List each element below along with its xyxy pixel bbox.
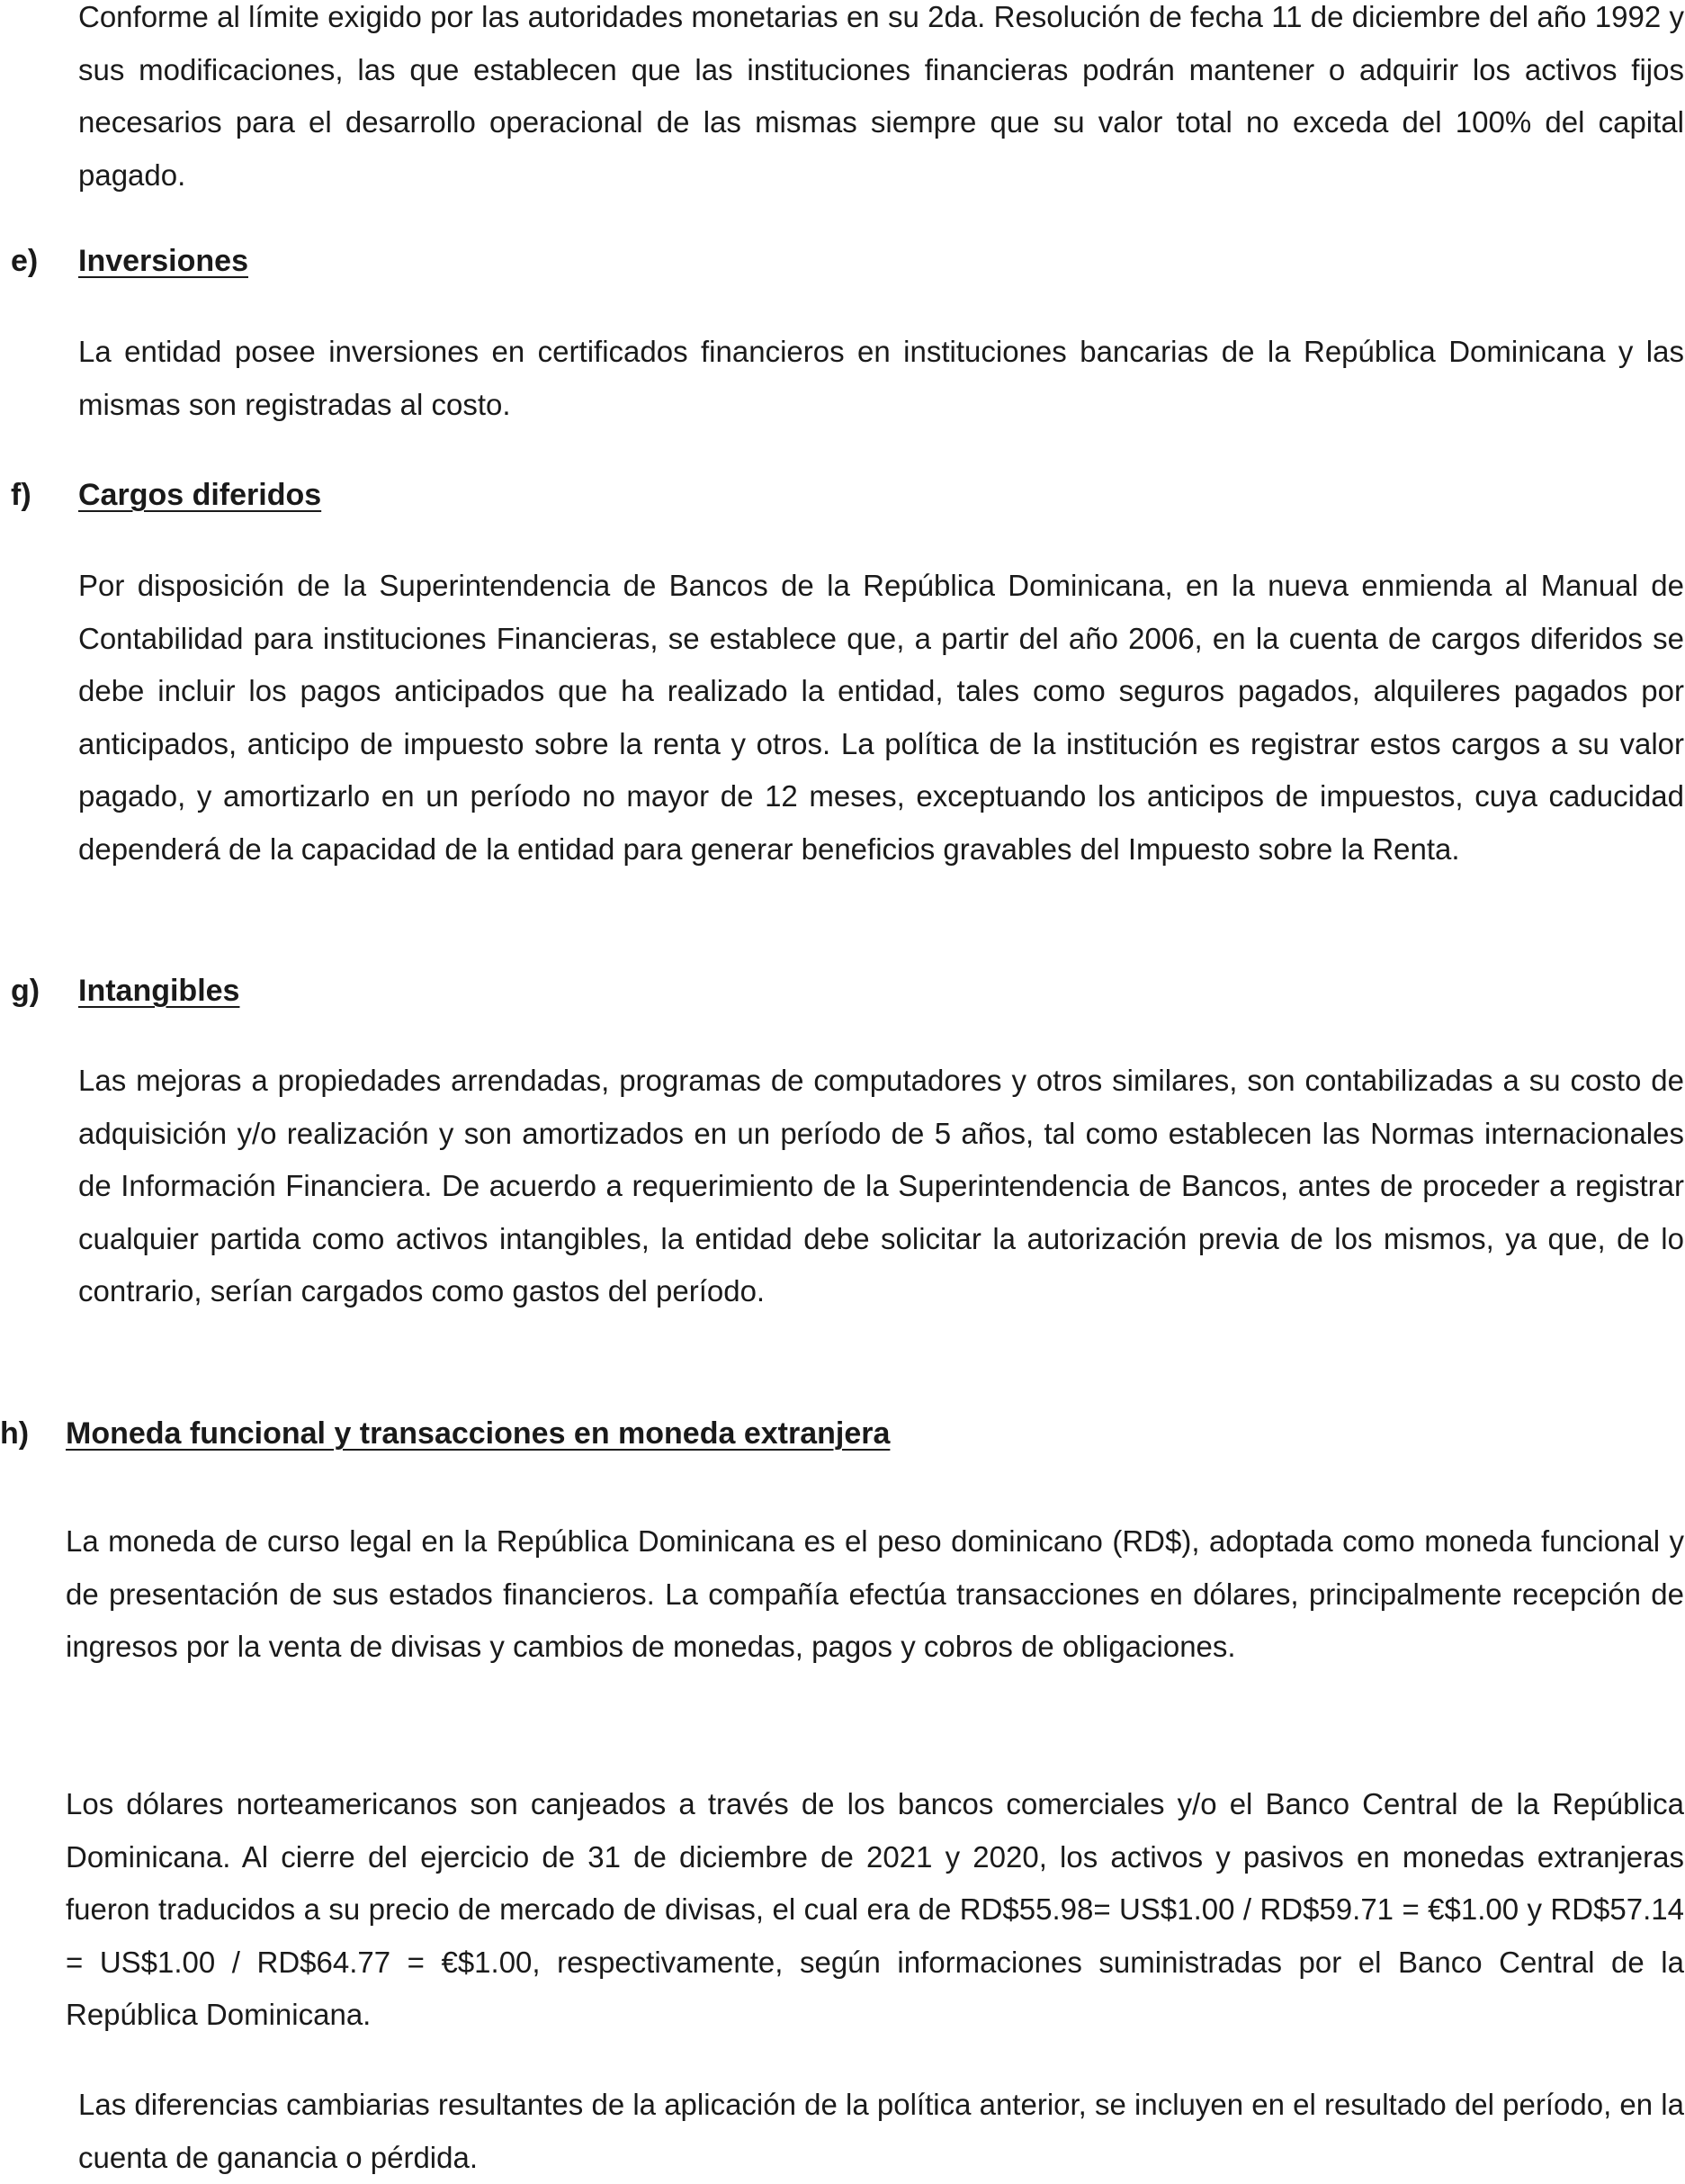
intro-paragraph: Conforme al límite exigido por las autoridades monetarias en su 2da. Resolución de fecha 11 de diciembre del año 1992 y sus modificaciones, las que establecen que las instituciones financieras podrán mantener o adquirir los activos fijos necesarios para el desarrollo operacional de las mismas siempre que su valor total no exceda del 100% del capital pagado. xyxy=(78,0,1684,192)
section-h-paragraph-2: Los dólares norteamericanos son canjeados a través de los bancos comerciales y/o el Banco Central de la República Dominicana. Al cierre del ejercicio de 31 de diciembre de 2021 y 2020, los activos y pasivos en monedas extranjeras fueron traducidos a su precio de mercado de divisas, el cual era de RD$55.98= US$1.00 / RD$59.71 = €$1.00 y RD$57.14 = US$1.00 / RD$64.77 = €$1.00, respectivamente, según informaciones suministradas por el Banco Central de la República Dominicana. xyxy=(66,1787,1684,2032)
section-h-title: Moneda funcional y transacciones en moneda extranjera xyxy=(66,1416,891,1451)
section-g-paragraph: Las mejoras a propiedades arrendadas, programas de computadores y otros similares, son contabilizadas a su costo de adquisición y/o realización y son amortizados en un período de 5 años, tal como establecen las Normas internacionales de Información Financiera. De acuerdo a requerimiento de la Superintendencia de Bancos, antes de proceder a registrar cualquier partida como activos intangibles, la entidad debe solicitar la autorización previa de los mismos, ya que, de lo contrario, serían cargados como gastos del período. xyxy=(78,1064,1684,1308)
section-e-letter: e) xyxy=(11,244,39,278)
section-f-letter: f) xyxy=(11,478,31,512)
section-h-letter: h) xyxy=(0,1416,30,1451)
section-e-title: Inversiones xyxy=(78,244,248,278)
section-h-paragraph-1: La moneda de curso legal en la República Dominicana es el peso dominicano (RD$), adoptada como moneda funcional y de presentación de sus estados financieros. La compañía efectúa transacciones en dólares, principalmente recepción de ingresos por la venta de divisas y cambios de monedas, pagos y cobros de obligaciones. xyxy=(66,1524,1684,1664)
section-f-paragraph: Por disposición de la Superintendencia de Bancos de la República Dominicana, en la nueva enmienda al Manual de Contabilidad para instituciones Financieras, se establece que, a partir del año 2006, en la cuenta de cargos diferidos se debe incluir los pagos anticipados que ha realizado la entidad, tales como seguros pagados, alquileres pagados por anticipados, anticipo de impuesto sobre la renta y otros. La política de la institución es registrar estos cargos a su valor pagado, y amortizarlo en un período no mayor de 12 meses, exceptuando los anticipos de impuestos, cuya caducidad dependerá de la capacidad de la entidad para generar beneficios gravables del Impuesto sobre la Renta. xyxy=(78,569,1684,866)
section-h-paragraph-3: Las diferencias cambiarias resultantes de la aplicación de la política anterior, se incluyen en el resultado del período, en la cuenta de ganancia o pérdida. xyxy=(78,2088,1684,2174)
section-e-paragraph: La entidad posee inversiones en certificados financieros en instituciones bancarias de la República Dominicana y las mismas son registradas al costo. xyxy=(78,335,1684,421)
section-g-letter: g) xyxy=(11,974,40,1008)
section-f-title: Cargos diferidos xyxy=(78,478,322,512)
section-g-title: Intangibles xyxy=(78,974,240,1008)
